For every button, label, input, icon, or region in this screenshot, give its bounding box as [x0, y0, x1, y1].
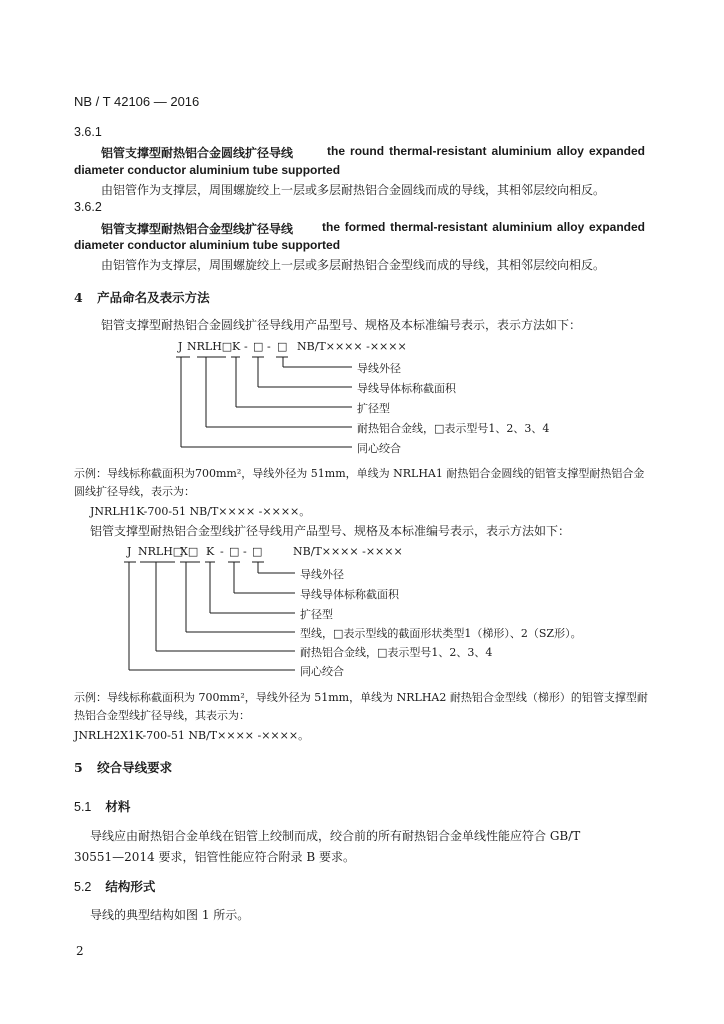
materials-para-line2: 30551—2014 要求，铝管性能应符合附录 B 要求。 — [74, 850, 355, 864]
subsection-heading-5-1 — [74, 797, 130, 815]
code-diameter-box: □ — [277, 340, 288, 353]
code-j: J — [178, 340, 183, 353]
example-1-line2: 圆线扩径导线，表示为： — [74, 485, 195, 498]
example-2-line1: 示例：导线标称截面积为 700mm²，导线外径为 51mm，单线为 NRLHA2 耐热铝合金型线（梯形）的铝管支撑型耐 — [74, 691, 648, 704]
example-2-line2: 热铝合金型线扩径导线，其表示为： — [74, 709, 250, 722]
label-nominal-area: 导线导体标称截面积 — [300, 588, 399, 601]
label-nominal-area: 导线导体标称截面积 — [357, 382, 456, 395]
label-concentric: 同心绞合 — [300, 665, 344, 678]
term-cn: 铝管支撑型耐热铝合金圆线扩径导线 — [101, 146, 294, 160]
page-number: 2 — [76, 944, 84, 958]
section-number: 4 — [74, 290, 83, 305]
label-outer-diameter: 导线外径 — [357, 362, 401, 375]
label-concentric: 同心绞合 — [357, 442, 401, 455]
subsection-title: 材料 — [105, 799, 131, 814]
code-k: K — [232, 340, 241, 353]
materials-para-line1: 导线应由耐热铝合金单线在铝管上绞制而成，绞合前的所有耐热铝合金单线性能应符合 GB/T — [90, 829, 581, 843]
code-area-box: □ — [253, 340, 264, 353]
term-en-line2: diameter conductor aluminium tube supported — [74, 163, 341, 177]
section-title: 绞合导线要求 — [97, 760, 173, 775]
code-j: J — [127, 545, 132, 558]
code-area-box: □ — [229, 545, 240, 558]
label-outer-diameter: 导线外径 — [300, 568, 344, 581]
subsection-heading-5-2 — [74, 877, 155, 895]
example-2-code: JNRLH2X1K-700-51 NB/T×××× -××××。 — [74, 729, 310, 742]
structure-para: 导线的典型结构如图 1 所示。 — [90, 908, 250, 922]
code-dash: - — [267, 340, 271, 353]
subsection-number: 5.1 — [74, 800, 92, 814]
section-heading-5 — [74, 758, 172, 776]
code-nrlh: NRLH□ — [138, 545, 184, 558]
label-alloy-wire: 耐热铝合金线，□表示型号1、2、3、4 — [357, 422, 550, 435]
naming-intro-round: 铝管支撑型耐热铝合金圆线扩径导线用产品型号、规格及本标准编号表示，表示方法如下： — [101, 318, 582, 332]
definition-3-6-2: 由铝管作为支撑层，周围螺旋绞上一层或多层耐热铝合金型线而成的导线，其相邻层绞向相反。 — [101, 258, 606, 272]
section-number: 5 — [74, 760, 83, 775]
code-standard: NB/T×××× -×××× — [293, 545, 403, 558]
label-formed-wire: 型线，□表示型线的截面形状类型1（梯形）、2（SZ形）。 — [300, 627, 582, 640]
naming-intro-formed: 铝管支撑型耐热铝合金型线扩径导线用产品型号、规格及本标准编号表示，表示方法如下： — [90, 524, 571, 538]
example-1-code: JNRLH1K-700-51 NB/T×××× -××××。 — [90, 505, 311, 518]
code-nrlh: NRLH□ — [187, 340, 233, 353]
code-k: K — [206, 545, 215, 558]
code-dash: - — [243, 545, 247, 558]
term-en-line1: the formed thermal-resistant aluminium alloy expanded — [322, 220, 645, 234]
standard-code: NB / T 42106 — 2016 — [74, 94, 200, 109]
code-dash: - — [244, 340, 248, 353]
label-expanded-type: 扩径型 — [300, 608, 333, 621]
example-1-line1: 示例：导线标称截面积为700mm²，导线外径为 51mm，单线为 NRLHA1 耐热铝合金圆线的铝管支撑型耐热铝合金 — [74, 467, 645, 480]
code-diameter-box: □ — [252, 545, 263, 558]
definition-3-6-1: 由铝管作为支撑层，周围螺旋绞上一层或多层耐热铝合金圆线而成的导线，其相邻层绞向相反。 — [101, 183, 606, 197]
clause-number-3-6-2: 3.6.2 — [74, 200, 102, 214]
clause-number-3-6-1: 3.6.1 — [74, 125, 102, 139]
term-en-line1: the round thermal-resistant aluminium alloy expanded — [327, 144, 645, 158]
subsection-title: 结构形式 — [105, 879, 156, 894]
code-x: X□ — [180, 545, 199, 558]
label-alloy-wire: 耐热铝合金线，□表示型号1、2、3、4 — [300, 646, 493, 659]
section-title: 产品命名及表示方法 — [97, 290, 210, 305]
code-dash: - — [220, 545, 224, 558]
term-en-line2: diameter conductor aluminium tube supported — [74, 238, 341, 252]
subsection-number: 5.2 — [74, 880, 92, 894]
code-standard: NB/T×××× -×××× — [297, 340, 407, 353]
label-expanded-type: 扩径型 — [357, 402, 390, 415]
term-cn: 铝管支撑型耐热铝合金型线扩径导线 — [101, 222, 294, 236]
